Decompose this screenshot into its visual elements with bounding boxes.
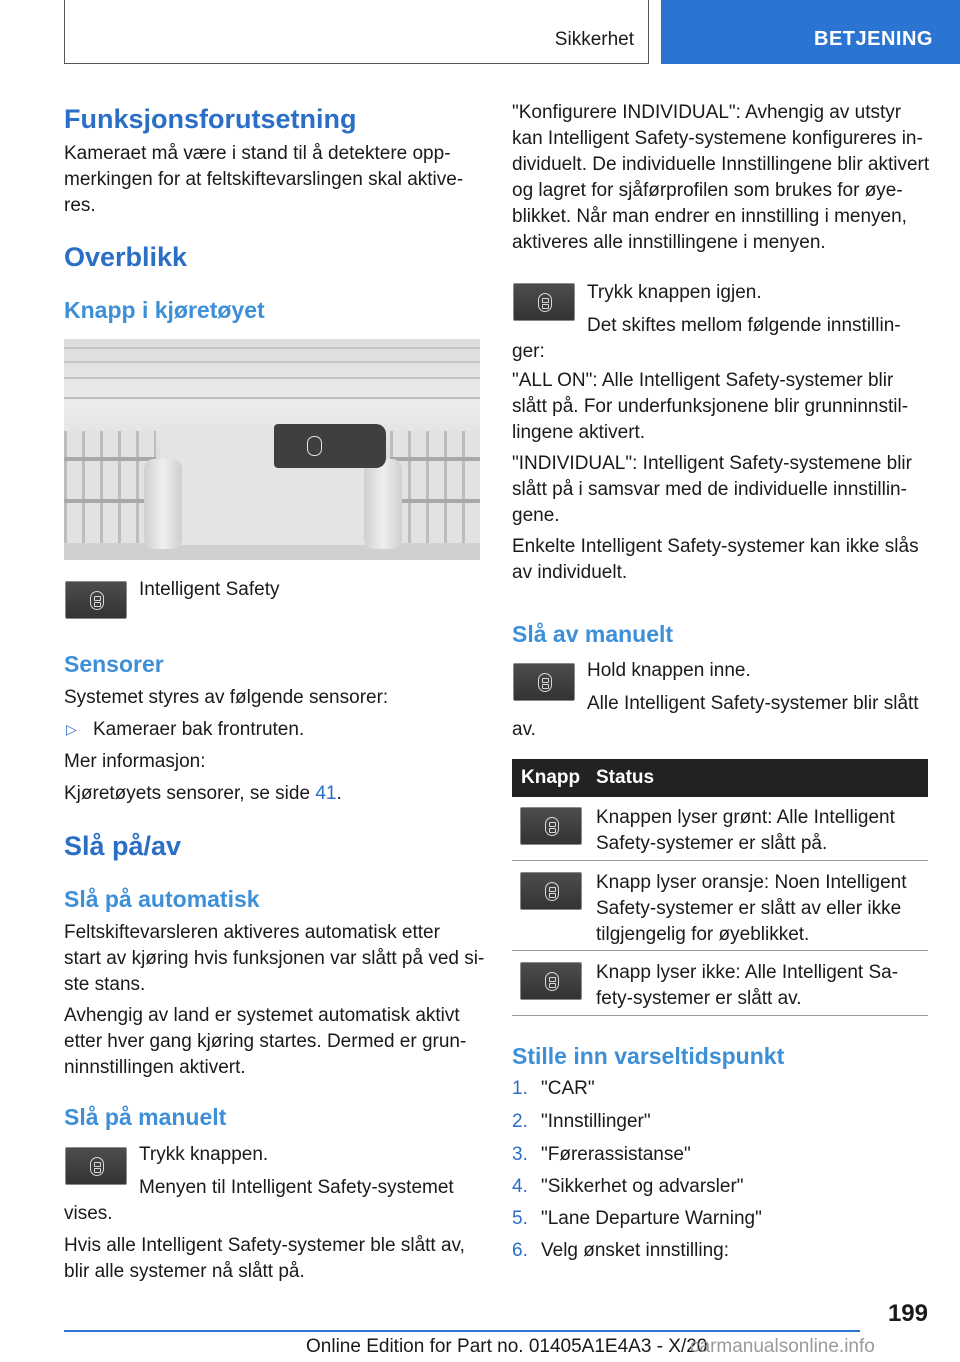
config-line-5: blikket. Når man endrer en innstilling i menyen,: [512, 206, 907, 227]
watermark-text: carmanualsonline.info: [690, 1336, 875, 1357]
manual-on-note-line-2: blir alle systemer nå slått på.: [64, 1261, 305, 1282]
heading-manual-off: Slå av manuelt: [512, 621, 674, 647]
config-line-2: kan Intelligent Safety-systemene konfigureres in-: [512, 128, 923, 149]
table-row-divider: [512, 860, 928, 861]
config-line-6: aktiveres alle innstillingene i menyen.: [512, 232, 826, 253]
auto-paragraph-1-line-3: ste stans.: [64, 974, 146, 995]
edition-info: Online Edition for Part no. 01405A1E4A3 - X/20: [306, 1336, 708, 1357]
auto-paragraph-2-line-3: ninnstillingen aktivert.: [64, 1057, 246, 1078]
header-chapter-label: BETJENING: [814, 28, 933, 50]
reference-text: Kjøretøyets sensorer, se side: [64, 783, 316, 804]
single-line-1: Enkelte Intelligent Safety-systemer kan ikke slås: [512, 536, 919, 557]
step-number: 2.: [512, 1111, 528, 1132]
step-text: "CAR": [541, 1078, 595, 1099]
all-on-line-2: slått på. For underfunksjonene blir grunninnstil-: [512, 396, 909, 417]
heading-auto-on: Slå på automatisk: [64, 886, 260, 912]
auto-paragraph-2-line-1: Avhengig av land er systemet automatisk aktivt: [64, 1005, 460, 1026]
step-number: 6.: [512, 1240, 528, 1261]
auto-paragraph-1-line-2: start av kjøring hvis funksjonen var slått på ved si-: [64, 948, 485, 969]
paragraph-prerequisite-line-3: res.: [64, 195, 96, 216]
header-chapter-tab: [661, 0, 960, 64]
config-line-1: "Konfigurere INDIVIDUAL": Avhengig av utstyr: [512, 102, 902, 123]
paragraph-prerequisite-line-2: merkingen for at feltskiftevarslingen skal aktive-: [64, 169, 464, 190]
hold-button: Hold knappen inne.: [587, 660, 751, 681]
all-on-line-1: "ALL ON": Alle Intelligent Safety-systemer blir: [512, 370, 894, 391]
heading-on-off: Slå på/av: [64, 831, 182, 861]
more-info-label: Mer informasjon:: [64, 751, 206, 772]
header-section-box: [64, 0, 649, 64]
table-row-2-line-2: Safety-systemer er slått av eller ikke: [596, 898, 902, 919]
press-again: Trykk knappen igjen.: [587, 282, 762, 303]
auto-paragraph-2-line-2: etter hver gang kjøring startes. Dermed er grun-: [64, 1031, 467, 1052]
table-row-1-line-2: Safety-systemer er slått på.: [596, 833, 828, 854]
step-text: "Førerassistanse": [541, 1144, 691, 1165]
button-caption: Intelligent Safety: [139, 579, 280, 600]
config-line-4: og lagret for sjåførprofilen som brukes for øye-: [512, 180, 903, 201]
sensors-bullet-item: Kameraer bak frontruten.: [93, 719, 305, 740]
manual-on-step-2b: vises.: [64, 1203, 113, 1224]
status-table-header: [512, 759, 928, 797]
step-text: "Innstillinger": [541, 1111, 651, 1132]
switch-settings-line-2: ger:: [512, 341, 545, 362]
reference-end: .: [336, 783, 342, 804]
intelligent-safety-button-icon: [513, 663, 575, 701]
page-number: 199: [887, 1300, 928, 1327]
heading-sensors: Sensorer: [64, 651, 164, 677]
footer-rule: [64, 1330, 860, 1332]
intelligent-safety-button-icon: [65, 581, 127, 619]
more-info-reference: [64, 781, 342, 807]
intelligent-safety-button-icon: [520, 962, 582, 1000]
step-text: Velg ønsket innstilling:: [541, 1240, 729, 1261]
footer-text: [306, 1336, 707, 1358]
table-row-3-line-2: fety-systemer er slått av.: [596, 988, 802, 1009]
single-line-2: av individuelt.: [512, 562, 628, 583]
heading-overview: Overblikk: [64, 242, 188, 272]
step-number: 4.: [512, 1176, 528, 1197]
step-number: 5.: [512, 1208, 528, 1229]
manual-on-step-2a: Menyen til Intelligent Safety-systemet: [139, 1177, 454, 1198]
step-text: "Sikkerhet og advarsler": [541, 1176, 744, 1197]
page-link-41[interactable]: 41: [315, 783, 337, 804]
individual-line-1: "INDIVIDUAL": Intelligent Safety-systemene blir: [512, 453, 912, 474]
table-row-2-line-1: Knapp lyser oransje: Noen Intelligent: [596, 872, 907, 893]
triangle-bullet-icon: ▷: [66, 721, 77, 737]
auto-paragraph-1-line-1: Feltskiftevarsleren aktiveres automatisk etter: [64, 922, 440, 943]
intelligent-safety-button-icon: [513, 283, 575, 321]
photo-safety-button: [274, 424, 386, 468]
heading-prerequisite: Funksjonsforutsetning: [64, 104, 357, 134]
paragraph-prerequisite-line-1: Kameraet må være i stand til å detektere opp-: [64, 143, 451, 164]
vehicle-button-photo: [64, 339, 480, 560]
table-col-status: Status: [596, 767, 655, 788]
table-col-button: Knapp: [521, 767, 581, 788]
table-row-1-line-1: Knappen lyser grønt: Alle Intelligent: [596, 807, 895, 828]
manual-on-step-1: Trykk knappen.: [139, 1144, 269, 1165]
all-off-line-2: av.: [512, 719, 536, 740]
all-off-line-1: Alle Intelligent Safety-systemer blir slått: [587, 693, 919, 714]
heading-button-in-vehicle: Knapp i kjøretøyet: [64, 297, 265, 323]
table-row-3-line-1: Knapp lyser ikke: Alle Intelligent Sa-: [596, 962, 899, 983]
config-line-3: dividuelt. De individuelle Innstillingene blir aktivert: [512, 154, 930, 175]
table-row-divider: [512, 950, 928, 951]
table-row-divider: [512, 1015, 928, 1016]
sensors-intro: Systemet styres av følgende sensorer:: [64, 687, 389, 708]
heading-manual-on: Slå på manuelt: [64, 1104, 227, 1130]
intelligent-safety-button-icon: [520, 807, 582, 845]
intelligent-safety-button-icon: [65, 1147, 127, 1185]
heading-warning-timing: Stille inn varseltidspunkt: [512, 1043, 785, 1069]
table-row-2-line-3: tilgjengelig for øyeblikket.: [596, 924, 810, 945]
individual-line-2: slått på i samsvar med de individuelle innstillin-: [512, 479, 907, 500]
step-number: 3.: [512, 1144, 528, 1165]
step-number: 1.: [512, 1078, 528, 1099]
manual-on-note-line-1: Hvis alle Intelligent Safety-systemer ble slått av,: [64, 1235, 465, 1256]
step-text: "Lane Departure Warning": [541, 1208, 762, 1229]
individual-line-3: gene.: [512, 505, 560, 526]
header-section-label: Sikkerhet: [554, 29, 634, 50]
intelligent-safety-button-icon: [520, 872, 582, 910]
all-on-line-3: lingene aktivert.: [512, 422, 646, 443]
switch-settings-line-1: Det skiftes mellom følgende innstillin-: [587, 315, 901, 336]
watermark: [690, 1336, 875, 1358]
